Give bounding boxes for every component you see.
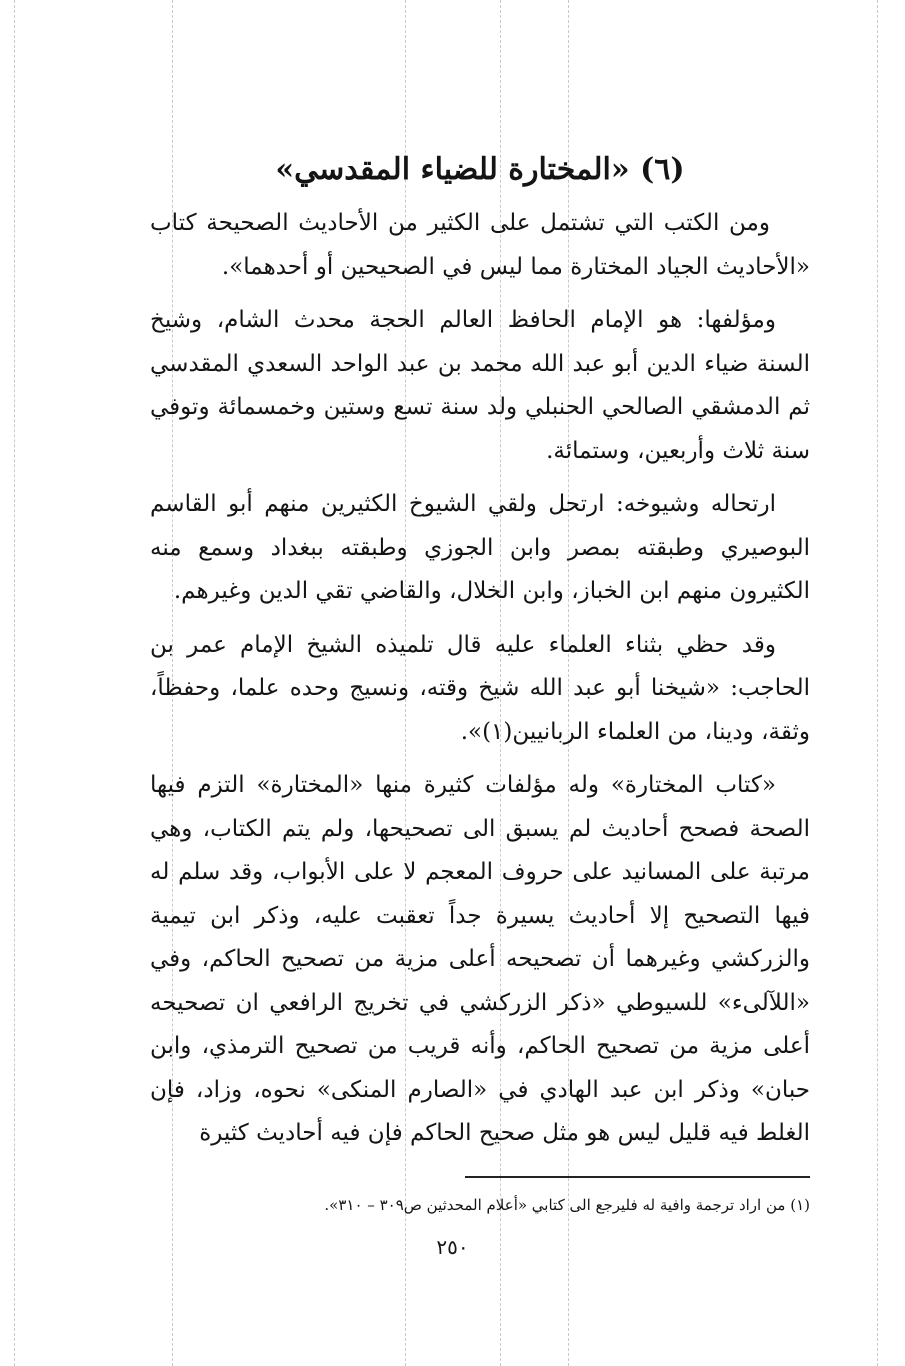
paragraph-book: «كتاب المختارة» وله مؤلفات كثيرة منها «المختارة» التزم فيها الصحة فصحح أحاديث لم يسبق الى تصحيحها، ولم يتم الكتاب، وهي مرتبة على المسانيد على حروف المعجم لا على الأبواب، وقد سلم له فيها التصحيح إلا أحاديث يسيرة جداً تعقبت عليه، وذكر ابن تيمية والزركشي وغيرهما أن تصحيحه أعلى مزية من تصحيح الحاكم، وفي «اللآلىء» للسيوطي «ذكر الزركشي في تخريج الرافعي ان تصحيحه أعلى مزية من تصحيح الحاكم، وأنه قريب من تصحيح الترمذي، وابن حبان» وذكر ابن عبد الهادي في «الصارم المنكى» نحوه، وزاد، فإن الغلط فيه قليل ليس هو مثل صحيح الحاكم فإن فيه أحاديث كثيرة [150,772,810,1146]
footnote: (١) من اراد ترجمة وافية له فليرجع الى كتابي «أعلام المحدثين ص٣٠٩ – ٣١٠». [324,1195,810,1214]
section-title: (٦) «المختارة للضياء المقدسي» [275,152,685,187]
book-page [150,150,810,1232]
page-number: ٢٥٠ [436,1235,469,1259]
scan-guide-line [877,0,878,1366]
paragraph-travels: ارتحاله وشيوخه: ارتحل ولقي الشيوخ الكثيرين منهم أبو القاسم البوصيري وطبقته بمصر وابن الجوزي وطبقته ببغداد وسمع منه الكثيرون منهم ابن الخباز، وابن الخلال، والقاضي تقي الدين وغيرهم. [150,491,810,604]
footnote-divider [465,1176,810,1178]
paragraph-intro: ومن الكتب التي تشتمل على الكثير من الأحاديث الصحيحة كتاب «الأحاديث الجياد المختارة مما ليس في الصحيحين أو أحدهما». [150,210,810,280]
paragraph-praise: وقد حظي بثناء العلماء عليه قال تلميذه الشيخ الإمام عمر بن الحاجب: «شيخنا أبو عبد الله شيخ وقته، ونسيج وحده علما، وحفظاً، وثقة، ودينا، من العلماء الربانيين(١)». [150,631,810,745]
paragraph-author: ومؤلفها: هو الإمام الحافظ العالم الحجة محدث الشام، وشيخ السنة ضياء الدين أبو عبد الله محمد بن عبد الواحد السعدي المقدسي ثم الدمشقي الصالحي الحنبلي ولد سنة تسع وستين وخمسمائة وتوفي سنة ثلاث وأربعين، وستمائة. [150,307,810,464]
scan-guide-line [14,0,15,1366]
